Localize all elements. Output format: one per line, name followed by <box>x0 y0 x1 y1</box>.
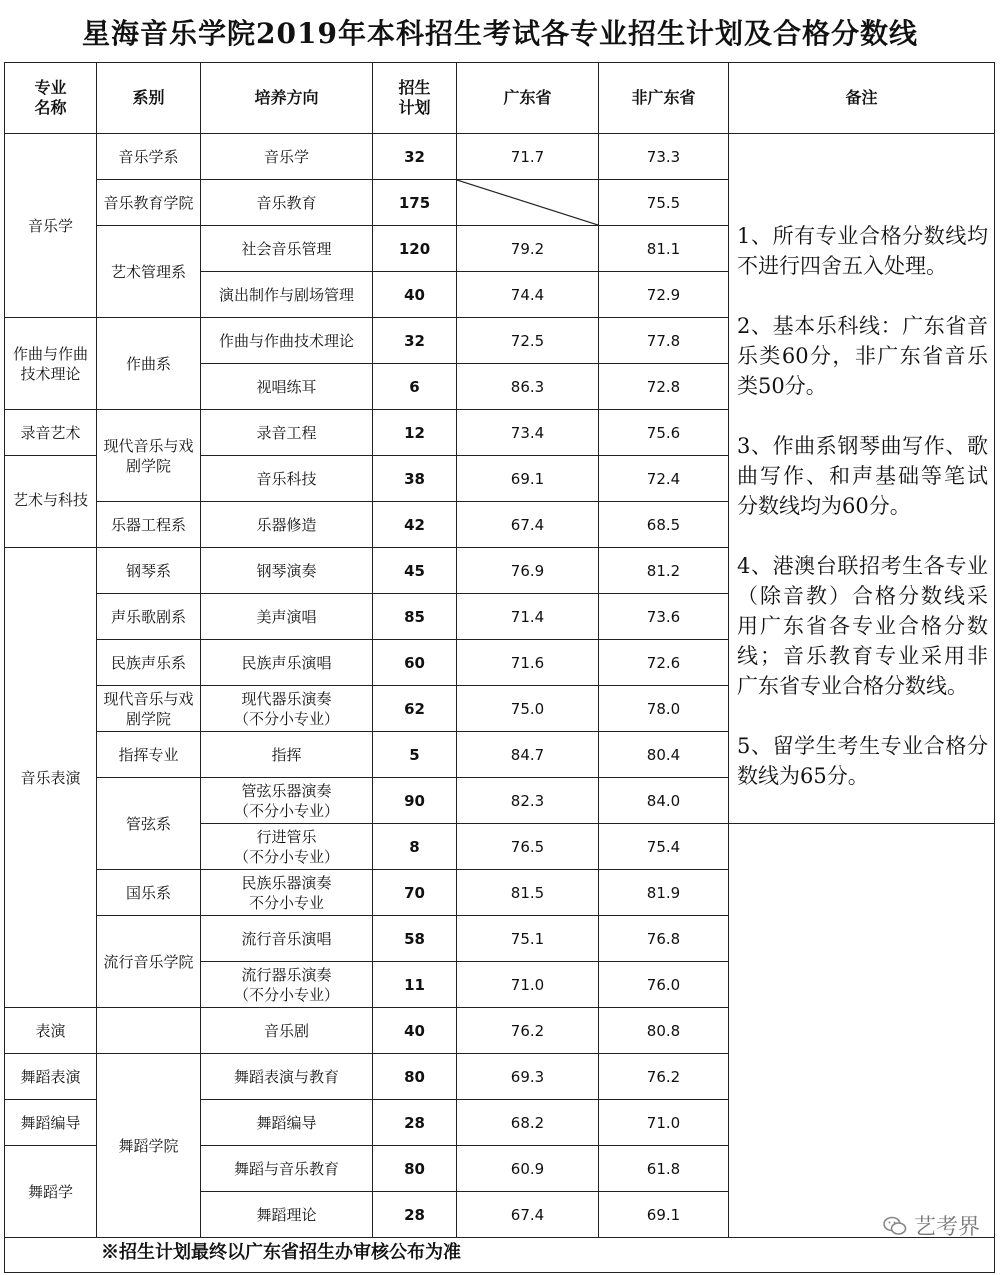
non-guangdong-score: 76.0 <box>599 962 729 1008</box>
non-guangdong-score: 75.6 <box>599 410 729 456</box>
non-guangdong-score: 73.6 <box>599 594 729 640</box>
dept-cell: 音乐教育学院 <box>97 180 201 226</box>
direction-cell: 流行音乐演唱 <box>201 916 373 962</box>
non-guangdong-score: 72.6 <box>599 640 729 686</box>
non-guangdong-score: 61.8 <box>599 1146 729 1192</box>
plan-cell: 175 <box>373 180 457 226</box>
non-guangdong-score: 71.0 <box>599 1100 729 1146</box>
direction-cell: 音乐科技 <box>201 456 373 502</box>
direction-cell: 音乐剧 <box>201 1008 373 1054</box>
non-guangdong-score: 73.3 <box>599 134 729 180</box>
dept-cell: 流行音乐学院 <box>97 916 201 1008</box>
major-cell: 舞蹈表演 <box>5 1054 97 1100</box>
table-row <box>5 134 995 180</box>
header-remarks: 备注 <box>729 63 995 134</box>
remarks-blank <box>729 824 995 1238</box>
non-guangdong-score: 81.1 <box>599 226 729 272</box>
plan-cell: 40 <box>373 272 457 318</box>
dept-cell: 指挥专业 <box>97 732 201 778</box>
major-cell: 作曲与作曲 技术理论 <box>5 318 97 410</box>
watermark <box>882 1210 980 1241</box>
non-guangdong-score: 75.5 <box>599 180 729 226</box>
plan-cell: 12 <box>373 410 457 456</box>
plan-cell: 80 <box>373 1054 457 1100</box>
non-guangdong-score: 75.4 <box>599 824 729 870</box>
guangdong-score: 71.4 <box>457 594 599 640</box>
dept-cell: 民族声乐系 <box>97 640 201 686</box>
non-guangdong-score: 81.9 <box>599 870 729 916</box>
direction-cell: 民族乐器演奏 不分小专业 <box>201 870 373 916</box>
guangdong-score: 72.5 <box>457 318 599 364</box>
direction-cell: 舞蹈表演与教育 <box>201 1054 373 1100</box>
guangdong-score: 81.5 <box>457 870 599 916</box>
guangdong-score: 84.7 <box>457 732 599 778</box>
non-guangdong-score: 72.9 <box>599 272 729 318</box>
major-cell: 舞蹈编导 <box>5 1100 97 1146</box>
direction-cell: 指挥 <box>201 732 373 778</box>
guangdong-score: 67.4 <box>457 1192 599 1238</box>
guangdong-score: 75.0 <box>457 686 599 732</box>
major-cell: 舞蹈学 <box>5 1146 97 1238</box>
plan-cell: 32 <box>373 318 457 364</box>
non-guangdong-score: 76.8 <box>599 916 729 962</box>
major-cell: 艺术与科技 <box>5 456 97 548</box>
guangdong-score: 75.1 <box>457 916 599 962</box>
dept-cell: 乐器工程系 <box>97 502 201 548</box>
non-guangdong-score: 81.2 <box>599 548 729 594</box>
plan-cell: 32 <box>373 134 457 180</box>
dept-cell: 声乐歌剧系 <box>97 594 201 640</box>
plan-cell: 58 <box>373 916 457 962</box>
direction-cell: 行进管乐 （不分小专业） <box>201 824 373 870</box>
guangdong-score: 68.2 <box>457 1100 599 1146</box>
guangdong-score: 69.1 <box>457 456 599 502</box>
watermark-text: 艺考界 <box>913 1215 980 1240</box>
header-guangdong: 广东省 <box>457 63 599 134</box>
wechat-icon <box>882 1213 908 1239</box>
remarks-cell <box>729 134 995 824</box>
remark-item: 1、所有专业合格分数线均不进行四舍五入处理。 <box>737 223 988 278</box>
remark-item: 4、港澳台联招考生各专业（除音教）合格分数线采用广东省各专业合格分数线；音乐教育专业采用非广东省专业合格分数线。 <box>737 553 988 698</box>
guangdong-score: 76.9 <box>457 548 599 594</box>
dept-cell-empty <box>97 1008 201 1054</box>
direction-cell: 音乐教育 <box>201 180 373 226</box>
header-dept: 系别 <box>97 63 201 134</box>
non-guangdong-score: 69.1 <box>599 1192 729 1238</box>
guangdong-score: 73.4 <box>457 410 599 456</box>
header-major: 专业 名称 <box>5 63 97 134</box>
non-guangdong-score: 72.4 <box>599 456 729 502</box>
plan-cell: 6 <box>373 364 457 410</box>
guangdong-score: 76.2 <box>457 1008 599 1054</box>
plan-cell: 5 <box>373 732 457 778</box>
direction-cell: 现代器乐演奏 （不分小专业） <box>201 686 373 732</box>
plan-cell: 45 <box>373 548 457 594</box>
guangdong-score: 82.3 <box>457 778 599 824</box>
plan-cell: 42 <box>373 502 457 548</box>
guangdong-score: 76.5 <box>457 824 599 870</box>
direction-cell: 舞蹈理论 <box>201 1192 373 1238</box>
dept-cell: 音乐学系 <box>97 134 201 180</box>
guangdong-score: 71.0 <box>457 962 599 1008</box>
header-direction: 培养方向 <box>201 63 373 134</box>
guangdong-score: 67.4 <box>457 502 599 548</box>
plan-cell: 60 <box>373 640 457 686</box>
non-guangdong-score: 72.8 <box>599 364 729 410</box>
major-cell: 音乐学 <box>5 134 97 318</box>
header-non-guangdong: 非广东省 <box>599 63 729 134</box>
direction-cell: 钢琴演奏 <box>201 548 373 594</box>
non-guangdong-score: 68.5 <box>599 502 729 548</box>
dept-cell: 艺术管理系 <box>97 226 201 318</box>
non-guangdong-score: 76.2 <box>599 1054 729 1100</box>
plan-cell: 85 <box>373 594 457 640</box>
non-guangdong-score: 84.0 <box>599 778 729 824</box>
header-row <box>5 63 995 134</box>
direction-cell: 音乐学 <box>201 134 373 180</box>
direction-cell: 舞蹈编导 <box>201 1100 373 1146</box>
direction-cell: 录音工程 <box>201 410 373 456</box>
non-guangdong-score: 80.4 <box>599 732 729 778</box>
guangdong-score: 86.3 <box>457 364 599 410</box>
direction-cell: 社会音乐管理 <box>201 226 373 272</box>
plan-cell: 70 <box>373 870 457 916</box>
dept-cell: 作曲系 <box>97 318 201 410</box>
plan-cell: 8 <box>373 824 457 870</box>
plan-cell: 38 <box>373 456 457 502</box>
page-title: 星海音乐学院2019年本科招生考试各专业招生计划及合格分数线 <box>82 17 918 50</box>
direction-cell: 演出制作与剧场管理 <box>201 272 373 318</box>
major-cell: 音乐表演 <box>5 548 97 1008</box>
diagonal-slash-icon <box>457 180 598 225</box>
footer-note: ※招生计划最终以广东省招生办审核公布为准 <box>4 1233 995 1273</box>
plan-cell: 120 <box>373 226 457 272</box>
direction-cell: 流行器乐演奏 （不分小专业） <box>201 962 373 1008</box>
guangdong-score: 79.2 <box>457 226 599 272</box>
plan-cell: 40 <box>373 1008 457 1054</box>
admission-table <box>4 62 995 1238</box>
non-guangdong-score: 77.8 <box>599 318 729 364</box>
plan-cell: 90 <box>373 778 457 824</box>
direction-cell: 管弦乐器演奏 （不分小专业） <box>201 778 373 824</box>
non-guangdong-score: 78.0 <box>599 686 729 732</box>
major-cell: 录音艺术 <box>5 410 97 456</box>
dept-cell: 钢琴系 <box>97 548 201 594</box>
plan-cell: 28 <box>373 1100 457 1146</box>
guangdong-score: 71.7 <box>457 134 599 180</box>
plan-cell: 11 <box>373 962 457 1008</box>
remark-item: 3、作曲系钢琴曲写作、歌曲写作、和声基础等笔试分数线均为60分。 <box>737 433 988 518</box>
non-guangdong-score: 80.8 <box>599 1008 729 1054</box>
direction-cell: 视唱练耳 <box>201 364 373 410</box>
plan-cell: 62 <box>373 686 457 732</box>
guangdong-score: 69.3 <box>457 1054 599 1100</box>
dept-cell: 舞蹈学院 <box>97 1054 201 1238</box>
plan-cell: 80 <box>373 1146 457 1192</box>
dept-cell: 现代音乐与戏 剧学院 <box>97 410 201 502</box>
remark-item: 2、基本乐科线：广东省音乐类60分，非广东省音乐类50分。 <box>737 313 988 398</box>
guangdong-score: 71.6 <box>457 640 599 686</box>
remark-item: 5、留学生考生专业合格分数线为65分。 <box>737 733 988 788</box>
direction-cell: 美声演唱 <box>201 594 373 640</box>
major-cell: 表演 <box>5 1008 97 1054</box>
dept-cell: 国乐系 <box>97 870 201 916</box>
guangdong-score: 74.4 <box>457 272 599 318</box>
direction-cell: 乐器修造 <box>201 502 373 548</box>
plan-cell: 28 <box>373 1192 457 1238</box>
direction-cell: 舞蹈与音乐教育 <box>201 1146 373 1192</box>
guangdong-score: 60.9 <box>457 1146 599 1192</box>
dept-cell: 现代音乐与戏 剧学院 <box>97 686 201 732</box>
direction-cell: 民族声乐演唱 <box>201 640 373 686</box>
dept-cell: 管弦系 <box>97 778 201 870</box>
guangdong-score-empty <box>457 180 599 226</box>
header-plan: 招生 计划 <box>373 63 457 134</box>
direction-cell: 作曲与作曲技术理论 <box>201 318 373 364</box>
